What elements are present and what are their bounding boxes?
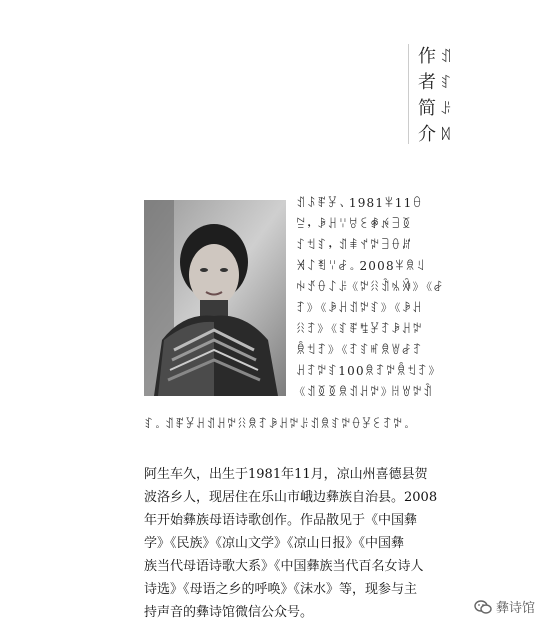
watermark bbox=[474, 597, 535, 616]
yi-bio-last-line: ꆏ。ꀊꍶꐯꃅꀊꃅꉢꋧꌋꆈꆃꃅꉢꌠꀊꌋꆏꉢꂷꐯꏂꆈꉢ。 bbox=[144, 417, 414, 431]
yi-bio-line: 《ꀊꅉꅉꌋꀊꃅꉢ》ꀍꇐꉢꀉ bbox=[296, 385, 434, 399]
zh-bio-line: 学》《民族》《凉山文学》《凉山日报》《中国彝 bbox=[144, 536, 405, 551]
title-divider bbox=[408, 44, 409, 144]
yi-bio-wrapped bbox=[296, 193, 446, 403]
yi-bio-line: ꉘꉬꆏ，ꀊꑌꀈꉢꎆꂷꏦ bbox=[296, 238, 413, 252]
yi-bio-line: ꊂ，ꆃꃅꈌꀞꏂꑸꉌꎆꅉ bbox=[296, 217, 413, 231]
title-char: 简 bbox=[418, 98, 436, 119]
title-yi-char: ꌠ bbox=[440, 100, 452, 118]
watermark-text: 彝诗馆 bbox=[496, 601, 536, 616]
title-yi-char: ꆏ bbox=[440, 74, 452, 92]
yi-bio-line: ꃅꆈꉢꆏ100ꌋꆈꉢꌊꉬꆈ》 bbox=[296, 364, 439, 378]
yi-bio-line: ꌊꉬꆈ》《ꆈꆏꎭꌋꇐꆀꆈ bbox=[296, 343, 423, 357]
zh-bio-line: 年开始彝族母语诗歌创作。作品散见于《中国彝 bbox=[144, 513, 418, 528]
zh-bio-line: 诗选》《母语之乡的呼唤》《沫水》等，现参与主 bbox=[144, 582, 418, 597]
title-chinese bbox=[418, 46, 436, 146]
chat-bubble-icon bbox=[474, 599, 492, 615]
zh-bio-line: 族当代母语诗歌大系》《中国彝族当代百名女诗人 bbox=[144, 559, 424, 574]
title-char: 作 bbox=[418, 46, 436, 67]
title-yi-char: ꀊ bbox=[440, 48, 452, 66]
chinese-bio bbox=[144, 463, 444, 624]
zh-bio-line: 波洛乡人，现居住在乐山市峨边彝族自治县。2008 bbox=[144, 490, 438, 505]
yi-bio-line: ꑭꀋꂷꋍꌠ《ꉢꋧꀉꁱꋅ》《ꆀ bbox=[296, 280, 445, 294]
yi-bio-line: ꈁꋍꄮꈌꆀ。2008ꈎꌋꆹ bbox=[296, 259, 427, 273]
zh-bio-line: 阿生车久，出生于1981年11月，凉山州喜德县贺 bbox=[144, 467, 428, 482]
title-yi-char: ꉙ bbox=[440, 126, 452, 144]
yi-bio-line: ꋧꆈ》《ꆏꍶꊒꐯꆈꆃꃅꉢ bbox=[296, 322, 423, 336]
zh-bio-line: 持声音的彝诗馆微信公众号。 bbox=[144, 605, 314, 620]
yi-bio-line: ꆈ》《ꆃꃅꀊꉢꆏ》《ꆃꃅ bbox=[296, 301, 423, 315]
title-char: 介 bbox=[418, 124, 436, 145]
title-yi bbox=[440, 46, 452, 146]
author-portrait bbox=[144, 200, 286, 396]
yi-bio-line: ꀊꌺꍶꐯ、1981ꈎ11ꆪ bbox=[296, 196, 424, 210]
portrait-image bbox=[144, 200, 286, 396]
title-char: 者 bbox=[418, 72, 436, 93]
